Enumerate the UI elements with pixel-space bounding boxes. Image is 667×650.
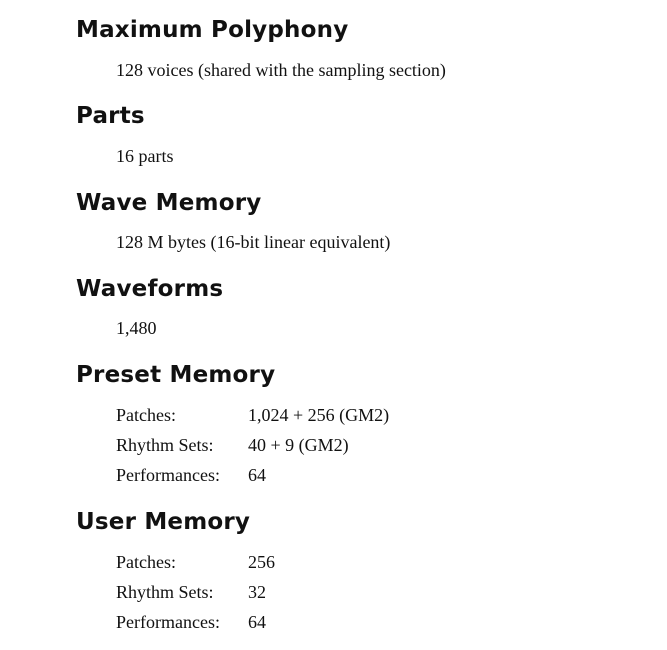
heading-maximum-polyphony: Maximum Polyphony	[76, 17, 349, 43]
heading-parts: Parts	[76, 103, 145, 129]
row-value: 64	[248, 612, 266, 632]
heading-preset-memory: Preset Memory	[76, 362, 276, 388]
row-label: Performances:	[116, 612, 220, 632]
preset-memory-row	[116, 464, 536, 486]
maximum-polyphony-value: 128 voices (shared with the sampling section)	[116, 60, 446, 80]
row-value: 40 + 9 (GM2)	[248, 435, 349, 455]
user-memory-row	[116, 581, 536, 603]
row-label: Rhythm Sets:	[116, 582, 214, 602]
row-label: Patches:	[116, 405, 176, 425]
row-value: 1,024 + 256 (GM2)	[248, 405, 390, 425]
user-memory-row	[116, 611, 536, 633]
heading-wave-memory: Wave Memory	[76, 190, 262, 216]
row-value: 32	[248, 582, 266, 602]
preset-memory-row	[116, 434, 536, 456]
preset-memory-row	[116, 404, 536, 426]
row-label: Performances:	[116, 465, 220, 485]
row-value: 64	[248, 465, 266, 485]
row-label: Patches:	[116, 552, 176, 572]
heading-user-memory: User Memory	[76, 509, 251, 535]
user-memory-row	[116, 551, 536, 573]
wave-memory-value: 128 M bytes (16-bit linear equivalent)	[116, 232, 391, 252]
row-value: 256	[248, 552, 275, 572]
parts-value: 16 parts	[116, 146, 174, 166]
row-label: Rhythm Sets:	[116, 435, 214, 455]
heading-waveforms: Waveforms	[76, 276, 224, 302]
waveforms-value: 1,480	[116, 318, 157, 338]
